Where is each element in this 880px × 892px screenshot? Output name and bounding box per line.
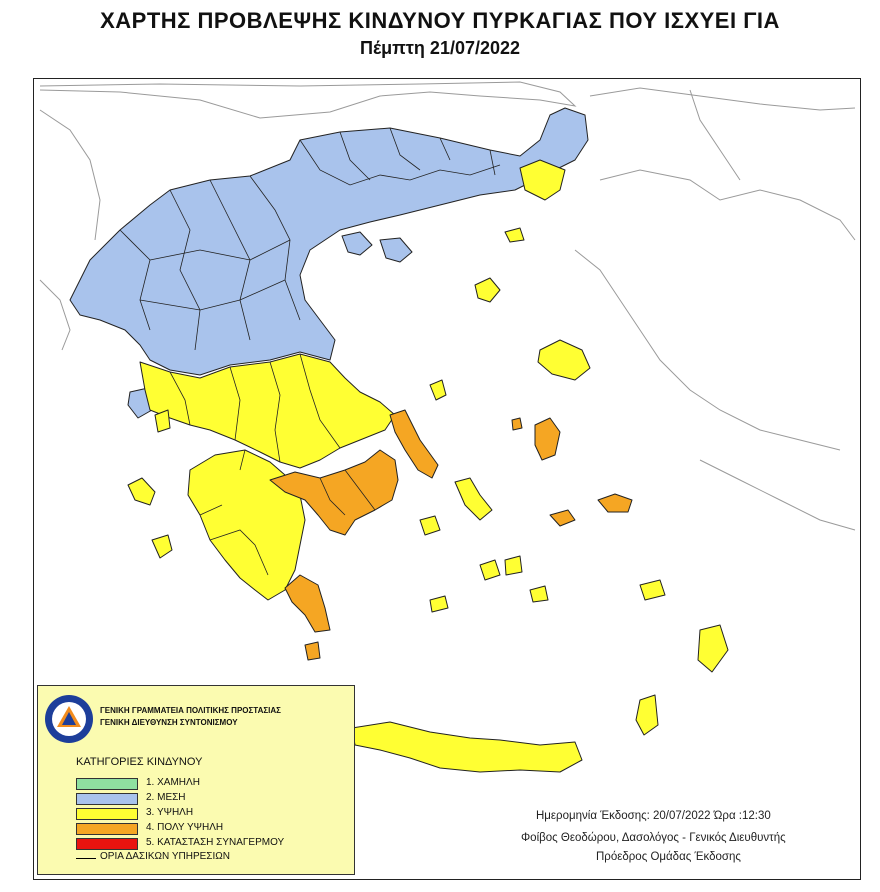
- region-medium-north: [70, 108, 588, 522]
- org-line-1: ΓΕΝΙΚΗ ΓΡΑΜΜΑΤΕΙΑ ΠΟΛΙΤΙΚΗΣ ΠΡΟΣΤΑΣΙΑΣ: [100, 706, 281, 715]
- legend-swatch-high: [76, 808, 138, 820]
- civil-protection-logo-icon: [44, 694, 94, 744]
- forest-service-boundary-line: [76, 858, 96, 859]
- legend-box: [37, 685, 355, 875]
- legend-label-alert: 5. ΚΑΤΑΣΤΑΣΗ ΣΥΝΑΓΕΡΜΟΥ: [146, 837, 285, 848]
- legend-label-high: 3. ΥΨΗΛΗ: [146, 807, 194, 818]
- issue-author-line: Φοίβος Θεοδώρου, Δασολόγος - Γενικός Διευθυντής: [521, 832, 786, 844]
- legend-label-medium: 2. ΜΕΣΗ: [146, 792, 186, 803]
- legend-swatch-medium: [76, 793, 138, 805]
- forest-service-boundary-label: ΟΡΙΑ ΔΑΣΙΚΩΝ ΥΠΗΡΕΣΙΩΝ: [100, 851, 230, 862]
- legend-item-low: [76, 778, 296, 789]
- issue-role-line: Πρόεδρος Ομάδας Έκδοσης: [596, 851, 741, 863]
- legend-swatch-low: [76, 778, 138, 790]
- map-date-subtitle: Πέμπτη 21/07/2022: [359, 38, 521, 58]
- legend-item-very-high: [76, 823, 296, 834]
- map-title: ΧΑΡΤΗΣ ΠΡΟΒΛΕΨΗΣ ΚΙΝΔΥΝΟΥ ΠΥΡΚΑΓΙΑΣ ΠΟΥ ΙΣΧΥΕΙ ΓΙΑ: [100, 8, 780, 33]
- legend-item-alert: [76, 838, 296, 849]
- legend-item-medium: [76, 793, 296, 804]
- legend-label-low: 1. ΧΑΜΗΛΗ: [146, 777, 200, 788]
- issue-date-line: Ημερομηνία Έκδοσης: 20/07/2022 Ώρα :12:30: [536, 810, 771, 822]
- org-line-2: ΓΕΝΙΚΗ ΔΙΕΥΘΥΝΣΗ ΣΥΝΤΟΝΙΣΜΟΥ: [100, 718, 238, 727]
- legend-item-high: [76, 808, 296, 819]
- legend-swatch-alert: [76, 838, 138, 850]
- legend-swatch-very-high: [76, 823, 138, 835]
- risk-categories-title: ΚΑΤΗΓΟΡΙΕΣ ΚΙΝΔΥΝΟΥ: [76, 756, 203, 768]
- legend-label-very-high: 4. ΠΟΛΥ ΥΨΗΛΗ: [146, 822, 224, 833]
